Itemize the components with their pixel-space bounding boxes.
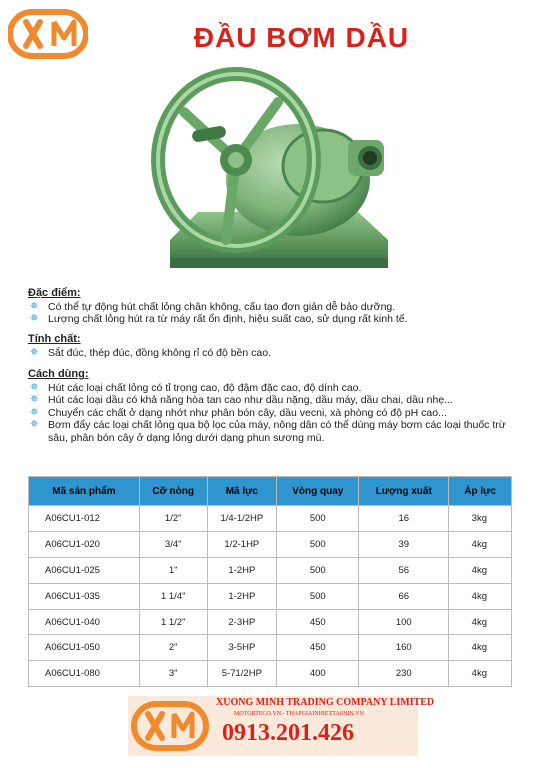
cell-product-code: A06CU1-035 bbox=[29, 583, 140, 609]
list-item: ✵ Hút các loại dầu có khả năng hòa tan cao như dầu nặng, dầu máy, dầu chai, dầu nhẹ... bbox=[30, 394, 453, 406]
cell-rpm: 450 bbox=[277, 635, 359, 661]
table-row bbox=[29, 583, 512, 609]
company-phone[interactable]: 0913.201.426 bbox=[222, 720, 354, 746]
diamond-bullet-icon: ✵ bbox=[30, 406, 39, 418]
cell-horsepower: 5-71/2HP bbox=[207, 661, 277, 687]
usage-section: Cách dùng: ✵ Hút các loại chất lỏng có tỉ trọng cao, độ đậm đặc cao, độ dính cao. ✵ Hút các loại dầu có khả năng hòa tan cao như dầu nặng, dầu máy, dầu chai, dầu nhẹ... ✵ Chuyển các chất ở dạng nhớt như phân bón cây, dầu vecni, xà phòng có độ pH cao... ✵ Bơm đẩy các loại chất lỏng qua bộ lọc của máy, nông dân có thể dùng máy bơm các loại thuốc trừ sâu, phân bón cây ở dạng lỏng dưới dạng phun sương mù. bbox=[28, 368, 518, 444]
cell-bore-size: 3" bbox=[139, 661, 207, 687]
cell-rpm: 500 bbox=[277, 557, 359, 583]
cell-output: 39 bbox=[359, 531, 449, 557]
list-item: ✵ Lượng chất lỏng hút ra từ máy rất ổn định, hiệu suất cao, sử dụng rất kinh tế. bbox=[30, 313, 408, 325]
table-row bbox=[29, 506, 512, 532]
cell-bore-size: 3/4" bbox=[139, 531, 207, 557]
table-row bbox=[29, 531, 512, 557]
table-row bbox=[29, 609, 512, 635]
diamond-bullet-icon: ✵ bbox=[30, 394, 39, 405]
cell-product-code: A06CU1-040 bbox=[29, 609, 140, 635]
properties-title: Tính chất bbox=[28, 333, 77, 345]
cell-bore-size: 1 1/2" bbox=[139, 609, 207, 635]
cell-rpm: 500 bbox=[277, 531, 359, 557]
cell-horsepower: 1-2HP bbox=[207, 557, 277, 583]
cell-rpm: 400 bbox=[277, 661, 359, 687]
company-websites[interactable]: MOTORTECO.VN - THAPGIAINHIETTASHIN.VN bbox=[234, 711, 364, 717]
cell-product-code: A06CU1-012 bbox=[29, 506, 140, 532]
company-name: XUONG MINH TRADING COMPANY LIMITED bbox=[216, 697, 435, 708]
col-header-pressure: Áp lực bbox=[449, 477, 512, 506]
features-section: Đặc điểm: ✵ Có thể tự động hút chất lỏng chân không, cấu tạo đơn giản dễ bảo dưỡng. ✵ Lượng chất lỏng hút ra từ máy rất ổn định, hiệu suất cao, sử dụng rất kinh tế. bbox=[28, 287, 518, 326]
cell-product-code: A06CU1-050 bbox=[29, 635, 140, 661]
cell-bore-size: 1 1/4" bbox=[139, 583, 207, 609]
cell-output: 66 bbox=[359, 583, 449, 609]
diamond-bullet-icon: ✵ bbox=[30, 300, 39, 312]
cell-product-code: A06CU1-080 bbox=[29, 661, 140, 687]
col-header-output: Lượng xuất bbox=[359, 477, 449, 506]
col-header-rpm: Vòng quay bbox=[277, 477, 359, 506]
cell-pressure: 4kg bbox=[449, 609, 512, 635]
list-item: ✵ Chuyển các chất ở dạng nhớt như phân bón cây, dầu vecni, xà phòng có độ pH cao... bbox=[30, 406, 447, 419]
list-item: ✵ Sắt đúc, thép đúc, đồng không rỉ có độ bền cao. bbox=[30, 346, 271, 359]
table-row bbox=[29, 557, 512, 583]
col-header-horsepower: Mã lực bbox=[207, 477, 277, 506]
page-title: ĐẦU BƠM DẦU bbox=[193, 22, 410, 53]
cell-horsepower: 1/4-1/2HP bbox=[207, 506, 277, 532]
list-item: ✵ Hút các loại chất lỏng có tỉ trọng cao, độ đậm đặc cao, độ dính cao. bbox=[30, 381, 362, 394]
cell-output: 160 bbox=[359, 635, 449, 661]
list-item: ✵ Có thể tự động hút chất lỏng chân không, cấu tạo đơn giản dễ bảo dưỡng. bbox=[30, 300, 396, 313]
features-title: Đặc điểm bbox=[28, 287, 77, 299]
cell-horsepower: 3-5HP bbox=[207, 635, 277, 661]
table-row bbox=[29, 635, 512, 661]
cell-pressure: 3kg bbox=[449, 506, 512, 532]
table-row bbox=[29, 661, 512, 687]
properties-section: Tính chất: ✵ Sắt đúc, thép đúc, đồng không rỉ có độ bền cao. bbox=[28, 333, 518, 359]
col-header-product-code: Mã sản phẩm bbox=[29, 477, 140, 506]
usage-title: Cách dùng bbox=[28, 368, 85, 380]
cell-output: 56 bbox=[359, 557, 449, 583]
cell-pressure: 4kg bbox=[449, 531, 512, 557]
cell-pressure: 4kg bbox=[449, 661, 512, 687]
cell-product-code: A06CU1-025 bbox=[29, 557, 140, 583]
cell-bore-size: 1/2" bbox=[139, 506, 207, 532]
diamond-bullet-icon: ✵ bbox=[30, 313, 39, 324]
list-item: ✵ Bơm đẩy các loại chất lỏng qua bộ lọc của máy, nông dân có thể dùng máy bơm các loại thuốc trừ sâu, phân bón cây ở dạng lỏng dưới dạng phun sương mù. bbox=[30, 419, 506, 444]
spec-table bbox=[28, 476, 512, 687]
cell-product-code: A06CU1-020 bbox=[29, 531, 140, 557]
cell-output: 100 bbox=[359, 609, 449, 635]
cell-output: 230 bbox=[359, 661, 449, 687]
cell-rpm: 500 bbox=[277, 583, 359, 609]
cell-rpm: 500 bbox=[277, 506, 359, 532]
cell-horsepower: 1/2-1HP bbox=[207, 531, 277, 557]
cell-pressure: 4kg bbox=[449, 583, 512, 609]
cell-pressure: 4kg bbox=[449, 635, 512, 661]
cell-horsepower: 2-3HP bbox=[207, 609, 277, 635]
cell-bore-size: 2" bbox=[139, 635, 207, 661]
col-header-bore-size: Cỡ nòng bbox=[139, 477, 207, 506]
oil-pump-image bbox=[148, 62, 398, 280]
cell-pressure: 4kg bbox=[449, 557, 512, 583]
diamond-bullet-icon: ✵ bbox=[30, 419, 39, 430]
cell-rpm: 450 bbox=[277, 609, 359, 635]
diamond-bullet-icon: ✵ bbox=[30, 381, 39, 393]
cell-horsepower: 1-2HP bbox=[207, 583, 277, 609]
diamond-bullet-icon: ✵ bbox=[30, 346, 39, 358]
table-header-row bbox=[29, 477, 512, 506]
cell-bore-size: 1" bbox=[139, 557, 207, 583]
cell-output: 16 bbox=[359, 506, 449, 532]
